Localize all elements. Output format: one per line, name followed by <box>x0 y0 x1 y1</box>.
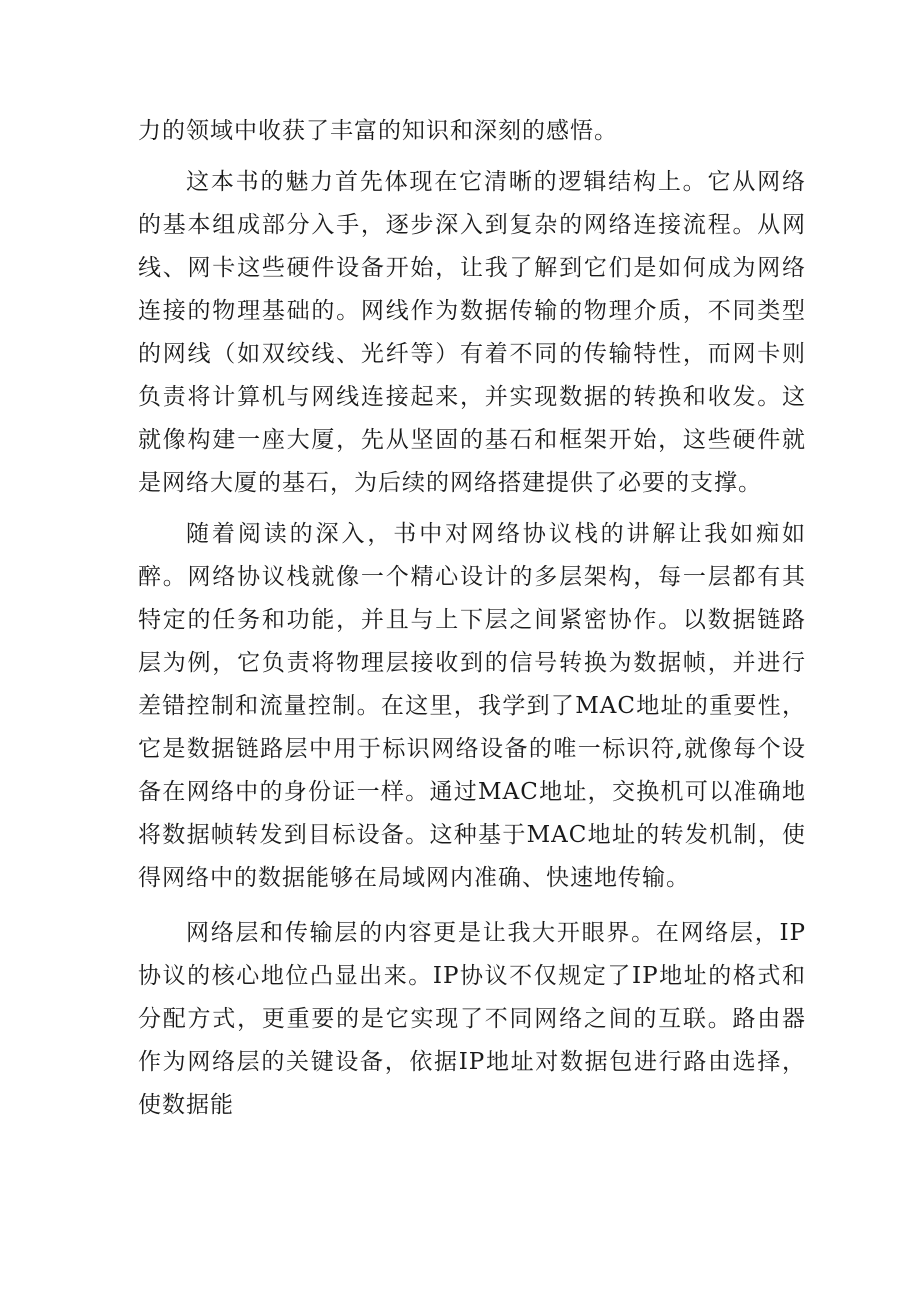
paragraph-logical-structure: 这本书的魅力首先体现在它清晰的逻辑结构上。它从网络的基本组成部分入手，逐步深入到复杂的网络连接流程。从网线、网卡这些硬件设备开始，让我了解到它们是如何成为网络连接的物理基础的。网线作为数据传输的物理介质，不同类型的网线（如双绞线、光纤等）有着不同的传输特性，而网卡则负责将计算机与网线连接起来，并实现数据的转换和收发。这就像构建一座大厦，先从坚固的基石和框架开始，这些硬件就是网络大厦的基石，为后续的网络搭建提供了必要的支撑。 <box>138 169 806 496</box>
paragraph-network-transport-layer: 网络层和传输层的内容更是让我大开眼界。在网络层，IP协议的核心地位凸显出来。IP协议不仅规定了IP地址的格式和分配方式，更重要的是它实现了不同网络之间的互联。路由器作为网络层的关键设备，依据IP地址对数据包进行路由选择，使数据能 <box>138 920 806 1118</box>
paragraph-continuation: 力的领域中收获了丰富的知识和深刻的感悟。 <box>138 118 618 144</box>
paragraph-protocol-stack: 随着阅读的深入，书中对网络协议栈的讲解让我如痴如醉。网络协议栈就像一个精心设计的多层架构，每一层都有其特定的任务和功能，并且与上下层之间紧密协作。以数据链路层为例，它负责将物理层接收到的信号转换为数据帧，并进行差错控制和流量控制。在这里，我学到了MAC地址的重要性，它是数据链路层中用于标识网络设备的唯一标识符,就像每个设备在网络中的身份证一样。通过MAC地址，交换机可以准确地将数据帧转发到目标设备。这种基于MAC地址的转发机制，使得网络中的数据能够在局域网内准确、快速地传输。 <box>138 521 806 891</box>
document-body <box>138 110 806 1127</box>
